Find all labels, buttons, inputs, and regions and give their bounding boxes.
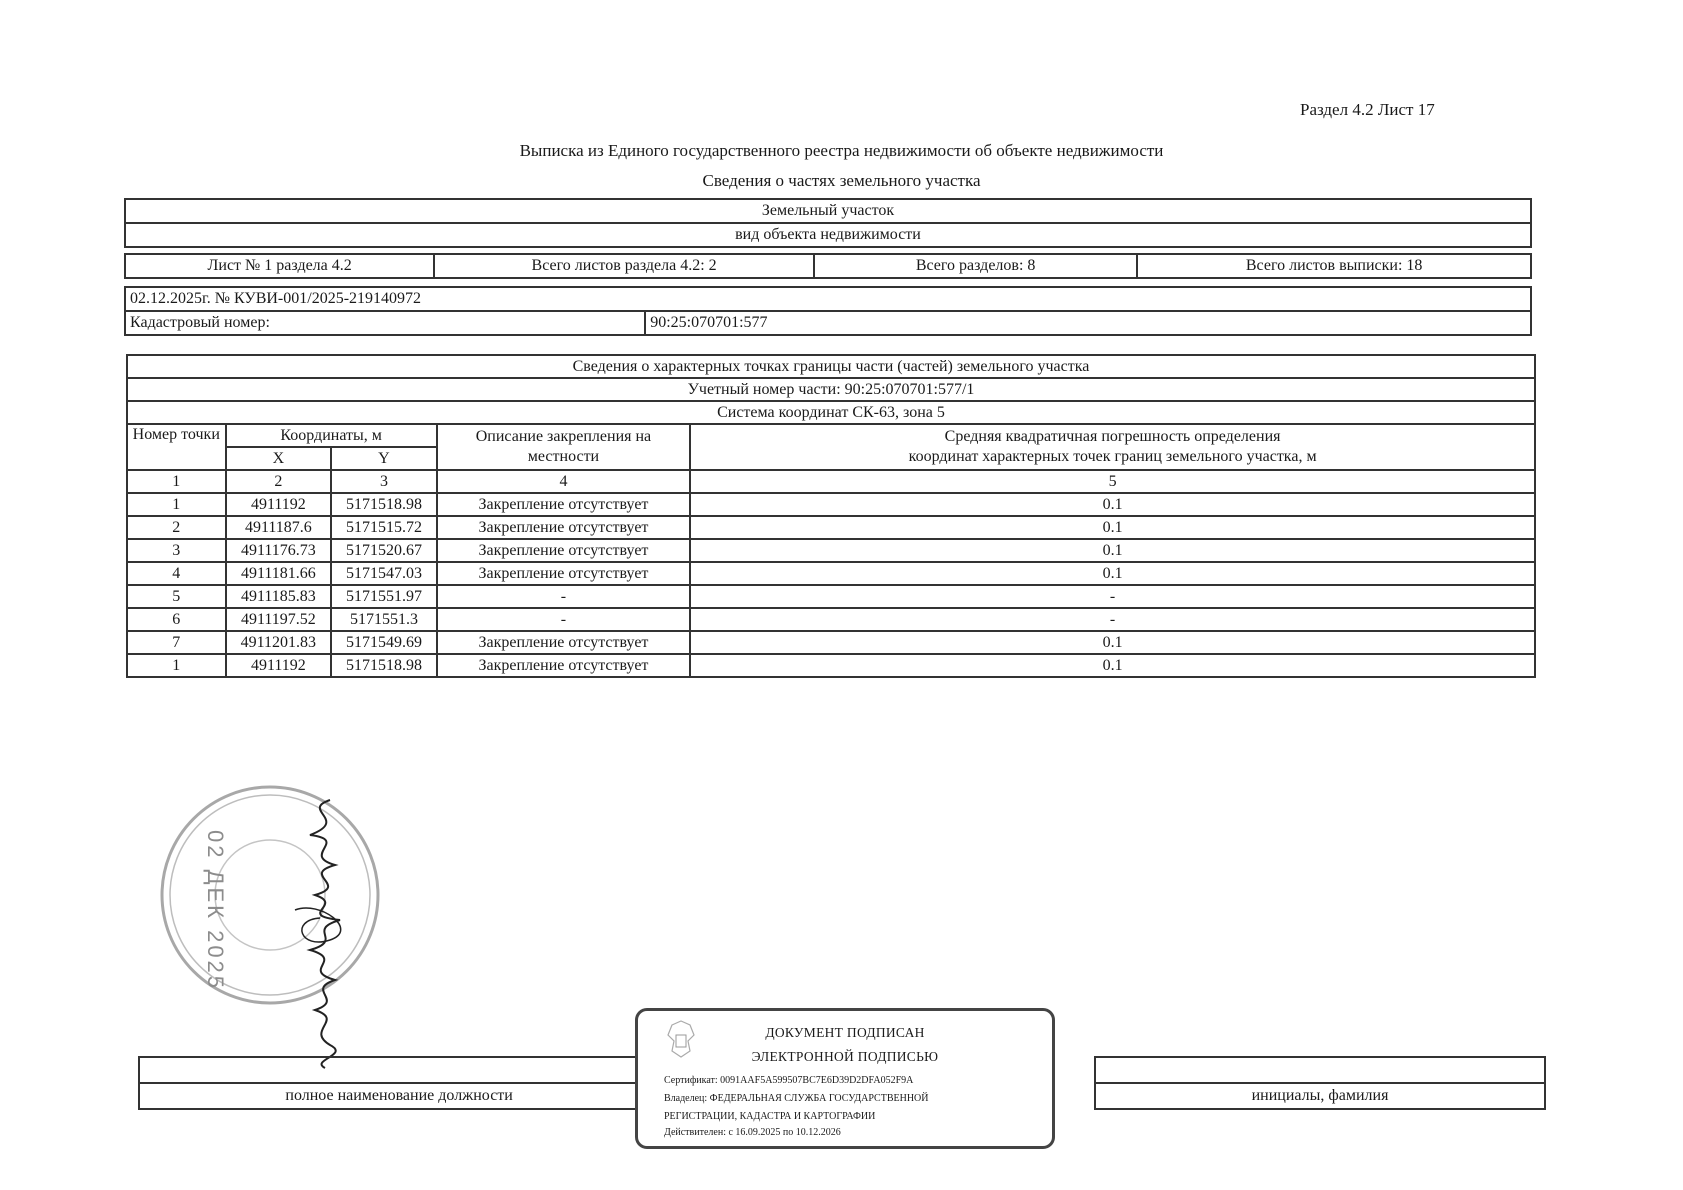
error-value: 0.1 (690, 516, 1535, 539)
header-error-line2: координат характерных точек границ земельного участка, м (908, 448, 1317, 465)
electronic-signature-box (635, 1008, 1055, 1149)
registry-box (124, 286, 1532, 336)
object-caption: вид объекта недвижимости (125, 223, 1531, 247)
table-row (127, 539, 1535, 562)
handwritten-signature (290, 790, 370, 1070)
error-value: 0.1 (690, 562, 1535, 585)
coord-y: 5171549.69 (331, 631, 437, 654)
header-point: Номер точки (127, 424, 226, 470)
coord-x: 4911192 (226, 493, 332, 516)
point-number: 3 (127, 539, 226, 562)
col-number: 3 (331, 470, 437, 493)
table-row (127, 516, 1535, 539)
table-row (127, 608, 1535, 631)
col-number: 2 (226, 470, 332, 493)
error-value: 0.1 (690, 631, 1535, 654)
header-fixing-line2: местности (527, 448, 600, 465)
table-row (127, 493, 1535, 516)
sections-total: Всего разделов: 8 (814, 254, 1137, 278)
position-field (139, 1057, 659, 1083)
table-row (127, 654, 1535, 677)
table-row (127, 562, 1535, 585)
coord-x: 4911201.83 (226, 631, 332, 654)
sheet-number: Лист № 1 раздела 4.2 (125, 254, 434, 278)
coord-y: 5171520.67 (331, 539, 437, 562)
header-coords: Координаты, м (226, 424, 437, 447)
coord-x: 4911192 (226, 654, 332, 677)
point-number: 1 (127, 654, 226, 677)
esign-certificate: Сертификат: 0091AAF5A599507BC7E6D39D2DFA052F9A (664, 1075, 914, 1086)
object-type-box (124, 198, 1532, 248)
point-number: 5 (127, 585, 226, 608)
fixing-description: - (437, 608, 690, 631)
coord-y: 5171515.72 (331, 516, 437, 539)
point-number: 7 (127, 631, 226, 654)
error-value: 0.1 (690, 539, 1535, 562)
coord-system: Система координат СК-63, зона 5 (127, 401, 1535, 424)
point-number: 6 (127, 608, 226, 631)
esign-owner-line2: РЕГИСТРАЦИИ, КАДАСТРА И КАРТОГРАФИИ (664, 1111, 876, 1122)
page-label: Раздел 4.2 Лист 17 (1300, 100, 1435, 119)
coord-x: 4911187.6 (226, 516, 332, 539)
fixing-description: - (437, 585, 690, 608)
points-table-title: Сведения о характерных точках границы части (частей) земельного участка (127, 355, 1535, 378)
coord-x: 4911181.66 (226, 562, 332, 585)
col-number: 4 (437, 470, 690, 493)
esign-line2: ЭЛЕКТРОННОЙ ПОДПИСЬЮ (751, 1049, 939, 1064)
name-field (1095, 1057, 1545, 1083)
coord-y: 5171547.03 (331, 562, 437, 585)
sheets-in-section: Всего листов раздела 4.2: 2 (434, 254, 814, 278)
coord-y: 5171551.97 (331, 585, 437, 608)
header-y: Y (331, 447, 437, 470)
fixing-description: Закрепление отсутствует (437, 631, 690, 654)
esign-valid: Действителен: с 16.09.2025 по 10.12.2026 (664, 1127, 841, 1138)
fixing-description: Закрепление отсутствует (437, 539, 690, 562)
header-fixing (437, 424, 690, 470)
point-number: 1 (127, 493, 226, 516)
coord-x: 4911197.52 (226, 608, 332, 631)
point-number: 2 (127, 516, 226, 539)
table-row (127, 585, 1535, 608)
col-number: 5 (690, 470, 1535, 493)
cadastral-label: Кадастровый номер: (125, 311, 645, 335)
col-number: 1 (127, 470, 226, 493)
esign-line1: ДОКУМЕНТ ПОДПИСАН (765, 1025, 925, 1040)
error-value: 0.1 (690, 493, 1535, 516)
esign-owner-line1: Владелец: ФЕДЕРАЛЬНАЯ СЛУЖБА ГОСУДАРСТВЕННОЙ (664, 1093, 929, 1104)
sheets-total: Всего листов выписки: 18 (1137, 254, 1531, 278)
document-title: Выписка из Единого государственного реестра недвижимости об объекте недвижимости (519, 141, 1164, 160)
coord-x: 4911176.73 (226, 539, 332, 562)
column-numbers-row (127, 470, 1535, 493)
fixing-description: Закрепление отсутствует (437, 516, 690, 539)
stamp-date: 02 ДЕК 2025 (203, 830, 228, 992)
object-name: Земельный участок (125, 199, 1531, 223)
points-table (126, 354, 1536, 678)
coord-x: 4911185.83 (226, 585, 332, 608)
header-error-line1: Средняя квадратичная погрешность определения (944, 428, 1281, 445)
part-number: Учетный номер части: 90:25:070701:577/1 (127, 378, 1535, 401)
coord-y: 5171551.3 (331, 608, 437, 631)
error-value: 0.1 (690, 654, 1535, 677)
error-value: - (690, 585, 1535, 608)
table-row (127, 631, 1535, 654)
position-caption: полное наименование должности (139, 1083, 659, 1109)
coord-y: 5171518.98 (331, 654, 437, 677)
header-error (690, 424, 1535, 470)
fixing-description: Закрепление отсутствует (437, 493, 690, 516)
point-number: 4 (127, 562, 226, 585)
document-subtitle: Сведения о частях земельного участка (702, 171, 981, 190)
sheet-info-box (124, 253, 1532, 279)
fixing-description: Закрепление отсутствует (437, 562, 690, 585)
cadastral-value: 90:25:070701:577 (645, 311, 1531, 335)
header-fixing-line1: Описание закрепления на (475, 428, 652, 445)
name-caption: инициалы, фамилия (1095, 1083, 1545, 1109)
header-x: X (226, 447, 332, 470)
error-value: - (690, 608, 1535, 631)
coord-y: 5171518.98 (331, 493, 437, 516)
fixing-description: Закрепление отсутствует (437, 654, 690, 677)
request-number: 02.12.2025г. № КУВИ-001/2025-219140972 (125, 287, 1531, 311)
